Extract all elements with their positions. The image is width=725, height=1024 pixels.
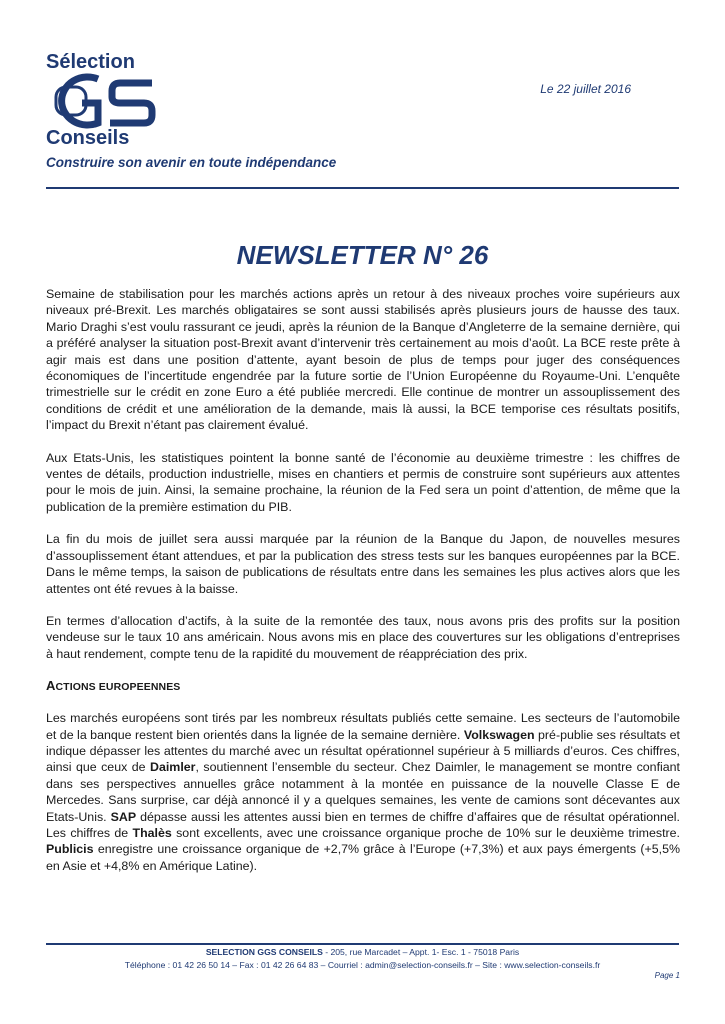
header-divider: [46, 187, 679, 189]
company-sap: SAP: [110, 809, 137, 824]
footer-contact: Téléphone : 01 42 26 50 14 – Fax : 01 42 26 64 83 – Courriel : admin@selection-conseils.fr – Site : www.selection-conseils.fr: [124, 960, 601, 970]
newsletter-body: [46, 286, 680, 890]
paragraph: La fin du mois de juillet sera aussi marquée par la réunion de la Banque du Japon, de nouvelles mesures d’assouplissement étant attendues, et par la publication des stress tests sur les banques européennes par la BCE. Dans le même temps, la saison de publications de résultats entre dans les semaines les plus actives alors que les attentes ont été revues à la baisse.: [46, 532, 680, 596]
logo-ggs-mark: [46, 73, 158, 129]
logo-word-top: Sélection: [46, 51, 135, 73]
text-run: sont excellents, avec une croissance organique proche de 10% sur le deuxième trimestre.: [171, 825, 680, 840]
section-paragraph: [46, 710, 680, 874]
company-publicis: Publicis: [46, 842, 94, 857]
footer-address: - 205, rue Marcadet – Appt. 1- Esc. 1 - 75018 Paris: [322, 947, 520, 957]
company-daimler: Daimler: [150, 760, 196, 775]
text-run: enregistre une croissance organique de +2,7% grâce à l’Europe (+7,3%) et aux pays émergents (+5,5% en Asie et +4,8% en Amérique Latine).: [46, 842, 680, 873]
text-run: , soutiennent l’ensemble du secteur. Chez Daimler, le management se montre confiant dans ses perspectives annuelles grâce notamment à la montée en puissance de la nouvelle Classe E de Mercedes. Sans surprise, car déjà annoncé il y a quelques semaines, les vente de camions sont décevantes aux Etats-Unis.: [46, 760, 680, 824]
logo-word-bottom: Conseils: [46, 127, 130, 149]
tagline: Construire son avenir en toute indépendance: [46, 155, 337, 170]
section-heading-initial: A: [46, 678, 56, 694]
text-run: dépasse aussi les attentes aussi bien en termes de chiffre d’affaires que de résultat opérationnel. Les chiffres de: [46, 809, 680, 840]
footer-address-line: [0, 946, 725, 959]
page-number: Page 1: [654, 971, 680, 980]
newsletter-title: NEWSLETTER N° 26: [236, 240, 489, 270]
company-thales: Thalès: [132, 825, 172, 840]
section-heading-rest: CTIONS EUROPEENNES: [55, 681, 181, 694]
text-run: Les marchés européens sont tirés par les nombreux résultats publiés cette semaine. Les secteurs de l’automobile et de la banque restent bien orientés dans la lignée de la semaine dernière.: [46, 711, 680, 742]
paragraph: En termes d’allocation d’actifs, à la suite de la remontée des taux, nous avons pris des profits sur la position vendeuse sur le taux 10 ans américain. Nous avons mis en place des couvertures sur les obligations d’entreprises à haut rendement, compte tenu de la rapidité du mouvement de réappréciation des prix.: [46, 613, 680, 661]
footer: [0, 946, 725, 972]
section-heading: [46, 678, 680, 693]
text-run: pré-publie ses résultats et indique dépasser les attentes du marché avec un résultat opérationnel supérieur à 5 milliards d’euros. Ces chiffres, ainsi que ceux de: [46, 727, 680, 775]
company-volkswagen: Volkswagen: [463, 727, 535, 742]
newsletter-date: Le 22 juillet 2016: [540, 82, 631, 96]
footer-divider: [46, 943, 679, 945]
paragraph: Aux Etats-Unis, les statistiques pointent la bonne santé de l’économie au deuxième trimestre : les chiffres de ventes de détails, production industrielle, mises en chantiers et permis de construire sont supérieurs aux attentes pour le mois de juin. Ainsi, la semaine prochaine, la réunion de la Fed sera un point d’attention, de même que la publication de la première estimation du PIB.: [46, 450, 680, 514]
paragraph: Semaine de stabilisation pour les marchés actions après un retour à des niveaux proches voire supérieurs aux niveaux pré-Brexit. Les marchés obligataires se sont aussi stabilisés après plusieurs jours de hausse des taux. Mario Draghi s’est voulu rassurant ce jeudi, après la réunion de la Banque d’Angleterre de la semaine dernière, qui a préféré analyser la situation post-Brexit avant d’intervenir très certainement au mois d’août. La BCE reste prête à agir mais est dans une position d’attente, ayant besoin de plus de temps pour juger des conséquences économiques de l’incertitude engendrée par la future sortie de l’Union Européenne du Royaume-Uni. L’enquête trimestrielle sur le crédit en zone Euro a été publiée mercredi. Elle continue de montrer un assouplissement des conditions de crédit et une amélioration de la demande, mais là aussi, la BCE temporise ces résultats positifs, l’impact du Brexit n’étant pas clairement évalué.: [46, 287, 680, 433]
footer-company: SELECTION GGS CONSEILS: [205, 947, 323, 957]
company-logo: [46, 52, 171, 148]
